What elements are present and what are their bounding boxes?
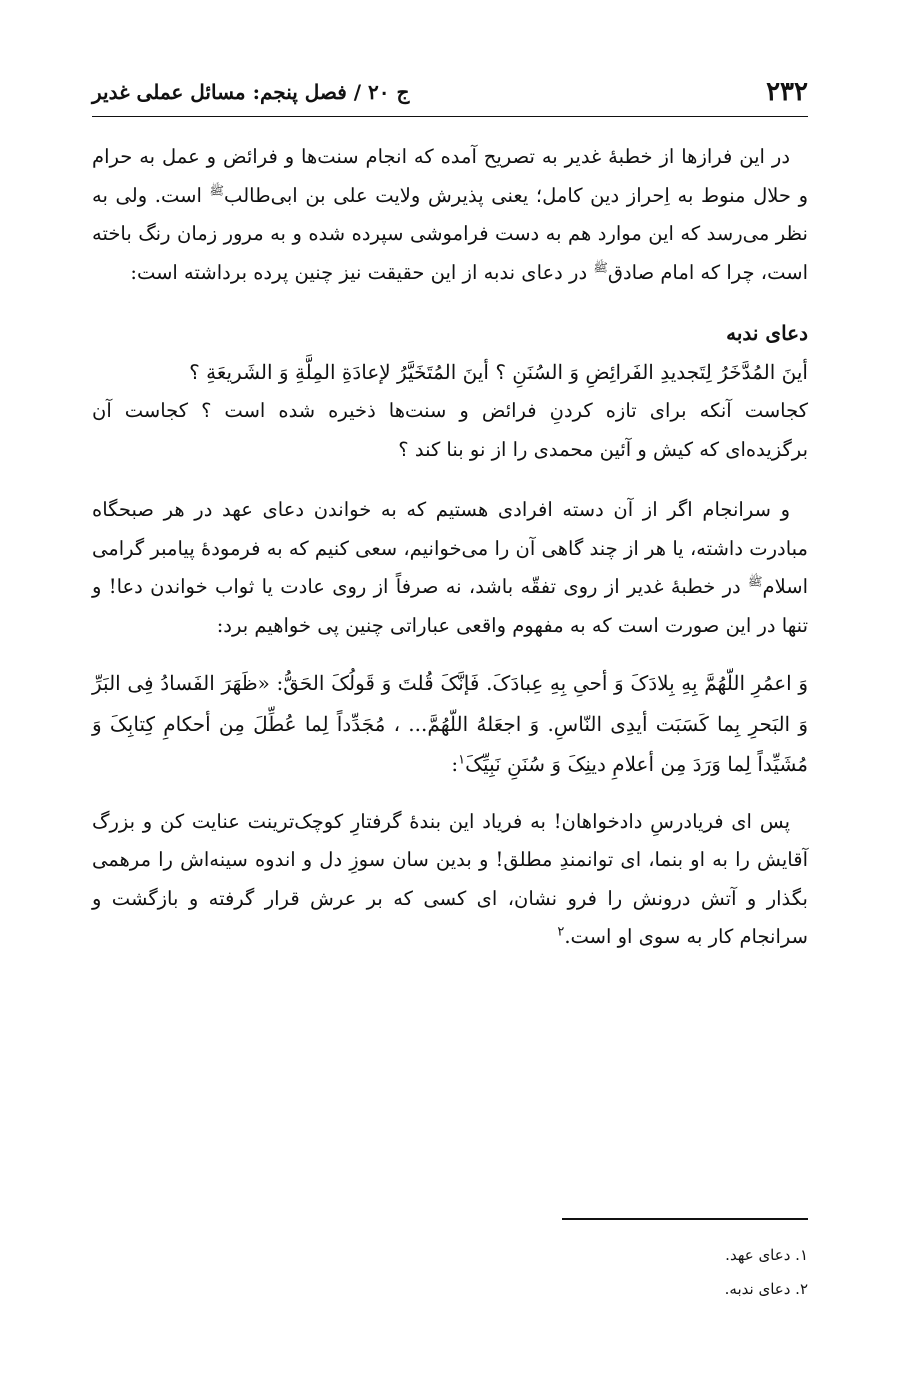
page-body: [92, 138, 808, 975]
closing-paragraph: [92, 803, 808, 957]
ahd-text: و سرانجام اگر از آن دسته افرادی هستیم که به خواندن دعای عهد در هر صبحگاه مبادرت داشته، یا هر از چند گاهی آن را می‌خوانیم، سعی کنیم که به فرمودهٔ پیامبر گرامی اسلام: [92, 498, 808, 598]
footnote-2: ۲. دعای ندبه.: [724, 1280, 808, 1298]
footnote-ref-2[interactable]: ۲: [557, 924, 565, 940]
nudba-arabic-quote: أینَ المُدَّخَرُ لِتَجدیدِ الفَرائِضِ وَ السُنَنِ ؟ أینَ المُتَخَیَّرُ لإعادَةِ المِلَّةِ وَ الشَریعَةِ ؟: [189, 360, 808, 384]
section-heading: دعای ندبه: [726, 321, 808, 345]
footnotes: [725, 1238, 808, 1306]
closing-text: پس ای فریادرسِ دادخواهان! به فریاد این بندهٔ گرفتارِ کوچک‌ترینت عنایت کن و بزرگ آقایش را به او بنما، ای توانمندِ مطلق! و بدین سان سوزِ دل و اندوه سینه‌اش را مرهمی بگذار و آتش درونش را فرو نشان، ای کسی که بر عرش قرار گرفته و بازگشت و سرانجام کار به سوی او است.: [92, 809, 808, 948]
page-number: ۲۳۲: [766, 77, 808, 107]
intro-text-end: در دعای ندبه از این حقیقت نیز چنین پرده برداشته است:: [130, 260, 588, 284]
ahd-arabic-quote: [92, 663, 808, 785]
ahd-text-cont: در خطبهٔ غدیر از روی تفقّه باشد، نه صرفاً از روی عادت یا ثواب خواندن دعا! و تنها در این صورت است که به مفهوم واقعی عباراتی چنین پی خواهیم برد:: [92, 575, 808, 637]
nudba-translation: کجاست آنکه برای تازه کردنِ فرائض و سنت‌ها ذخیره شده است ؟ کجاست آن برگزیده‌ای که کیش و آئین محمدی را از نو بنا کند ؟: [92, 399, 808, 461]
footnote-divider: [562, 1218, 808, 1220]
running-head: ج ۲۰ / فصل پنجم: مسائل عملی غدیر: [92, 80, 410, 104]
footnote-1: ۱. دعای عهد.: [725, 1246, 808, 1264]
ahd-arabic-text: وَ اعمُرِ اللّهُمَّ بِهِ بِلادَکَ وَ أحیِ بِهِ عِبادَکَ. فَإنَّکَ قُلتَ وَ قَولُکَ الحَقُّ: «ظَهَرَ الفَسادُ فِی البَرِّ وَ البَحرِ بِما کَسَبَت أیدِی النّاسِ. وَ اجعَلهُ اللّهُمَّ... ، مُجَدِّداً لِما عُطِّلَ مِن أحکامِ کِتابِکَ وَ مُشَیِّداً لِما وَرَدَ مِن أعلامِ دینِکَ وَ سُنَنِ نَبِیِّکَ: [92, 671, 808, 776]
intro-text-cont: است. ولی به نظر می‌رسد که این موارد هم به دست فراموشی سپرده شده و به مرور زمان رنگ باخته است، چرا که امام صادق: [92, 183, 808, 284]
intro-paragraph: [92, 138, 808, 292]
footnote-ref-1[interactable]: ۱: [458, 752, 466, 768]
ahd-arabic-end: :: [451, 752, 459, 776]
honorific-mark: ﷺ: [748, 574, 763, 589]
page-header: [92, 68, 808, 117]
ahd-paragraph: [92, 491, 808, 645]
honorific-mark: ﷺ: [593, 260, 608, 274]
honorific-mark: ﷺ: [209, 183, 225, 197]
intro-text: در این فرازها از خطبهٔ غدیر به تصریح آمده که انجام سنت‌ها و فرائض و عمل به حرام و حلال منوط به اِحراز دین کامل؛ یعنی پذیرش ولایت علی بن ابی‌طالب: [92, 145, 809, 207]
